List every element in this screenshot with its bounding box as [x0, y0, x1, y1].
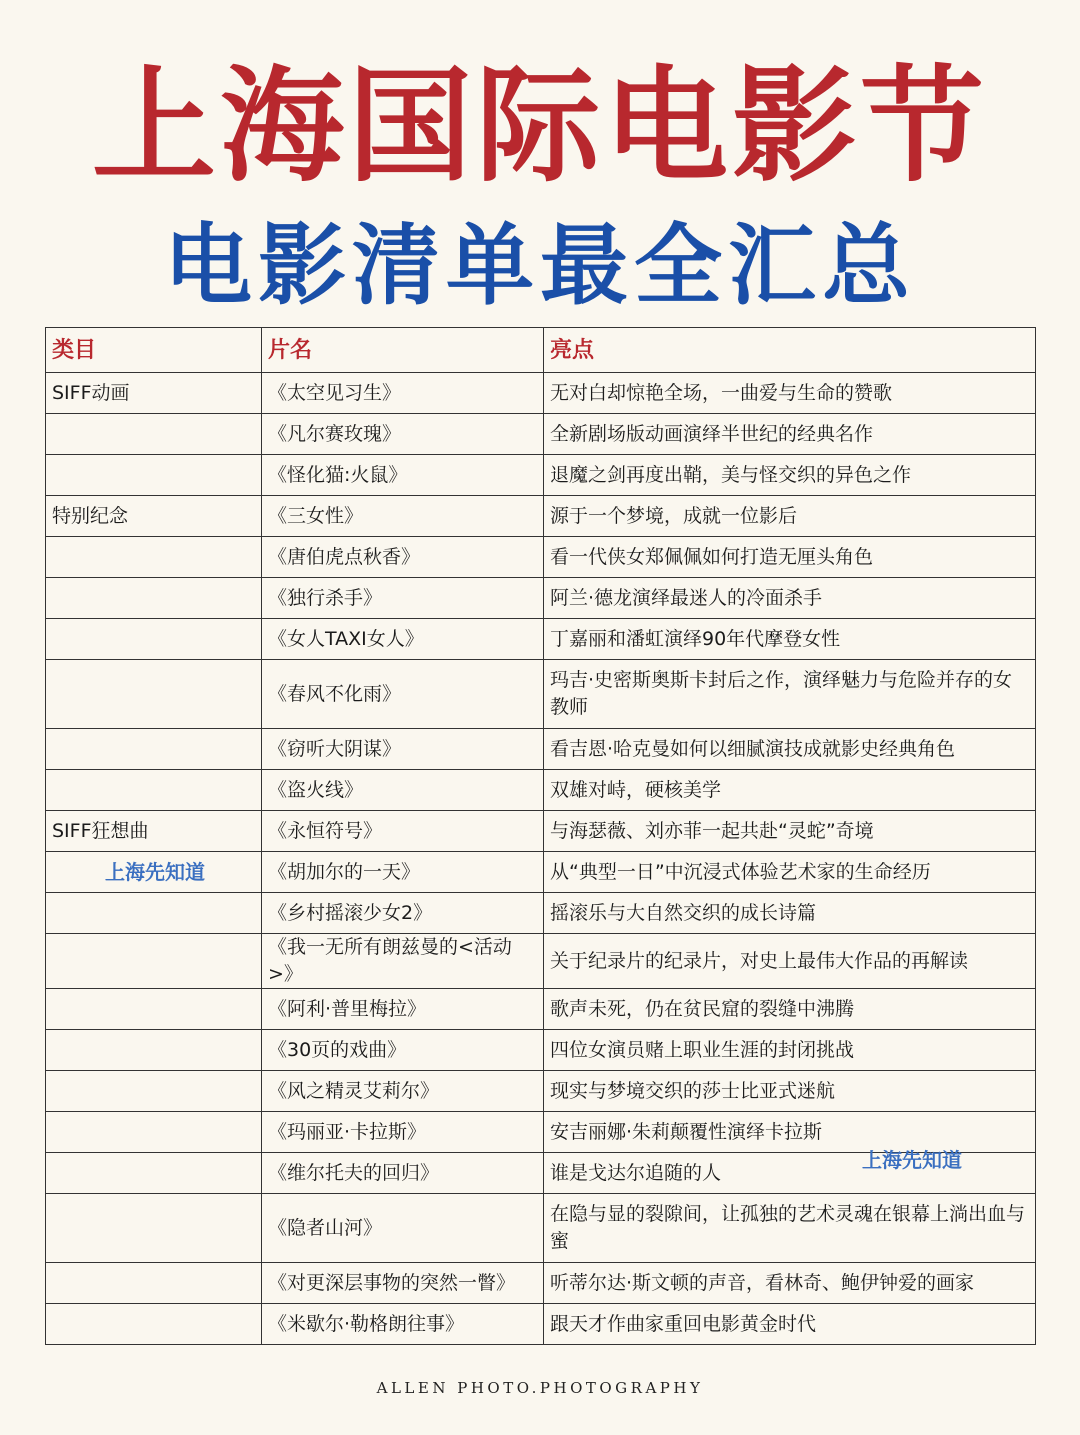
row-category [46, 729, 262, 770]
row-title: 《春风不化雨》 [262, 660, 544, 729]
row-title: 《玛丽亚·卡拉斯》 [262, 1112, 544, 1153]
page-title: 上海国际电影节 [91, 55, 988, 199]
row-category [46, 852, 262, 893]
table-row [46, 852, 1036, 893]
row-highlight: 关于纪录片的纪录片，对史上最伟大作品的再解读 [544, 934, 1036, 989]
row-category [46, 1153, 262, 1194]
row-highlight: 与海瑟薇、刘亦菲一起共赴“灵蛇”奇境 [544, 811, 1036, 852]
row-highlight: 退魔之剑再度出鞘，美与怪交织的异色之作 [544, 455, 1036, 496]
row-title: 《凡尔赛玫瑰》 [262, 414, 544, 455]
row-highlight: 摇滚乐与大自然交织的成长诗篇 [544, 893, 1036, 934]
row-title: 《怪化猫:火鼠》 [262, 455, 544, 496]
row-category [46, 1071, 262, 1112]
header-category: 类目 [46, 328, 262, 373]
row-category [46, 619, 262, 660]
row-title: 《太空见习生》 [262, 373, 544, 414]
row-highlight: 安吉丽娜·朱莉颠覆性演绎卡拉斯 [544, 1112, 1036, 1153]
row-category [46, 989, 262, 1030]
table-row [46, 373, 1036, 414]
row-highlight: 全新剧场版动画演绎半世纪的经典名作 [544, 414, 1036, 455]
row-category: 特别纪念 [46, 496, 262, 537]
row-title: 《米歇尔·勒格朗往事》 [262, 1304, 544, 1345]
row-highlight: 在隐与显的裂隙间，让孤独的艺术灵魂在银幕上淌出血与蜜 [544, 1194, 1036, 1263]
row-category [46, 414, 262, 455]
row-title: 《对更深层事物的突然一瞥》 [262, 1263, 544, 1304]
row-highlight: 无对白却惊艳全场，一曲爱与生命的赞歌 [544, 373, 1036, 414]
row-category [46, 893, 262, 934]
row-category [46, 1112, 262, 1153]
row-highlight: 从“典型一日”中沉浸式体验艺术家的生命经历 [544, 852, 1036, 893]
table-row [46, 893, 1036, 934]
row-title: 《独行杀手》 [262, 578, 544, 619]
row-highlight: 双雄对峙，硬核美学 [544, 770, 1036, 811]
row-title: 《女人TAXI女人》 [262, 619, 544, 660]
row-category [46, 537, 262, 578]
row-highlight: 源于一个梦境，成就一位影后 [544, 496, 1036, 537]
table-row [46, 1071, 1036, 1112]
table-row [46, 1030, 1036, 1071]
table-row [46, 1263, 1036, 1304]
row-title: 《30页的戏曲》 [262, 1030, 544, 1071]
row-category [46, 770, 262, 811]
row-highlight: 跟天才作曲家重回电影黄金时代 [544, 1304, 1036, 1345]
row-highlight: 谁是戈达尔追随的人 [544, 1153, 1036, 1194]
row-title: 《风之精灵艾莉尔》 [262, 1071, 544, 1112]
row-title: 《隐者山河》 [262, 1194, 544, 1263]
row-category [46, 1263, 262, 1304]
row-category [46, 1194, 262, 1263]
row-category: SIFF动画 [46, 373, 262, 414]
table-row [46, 934, 1036, 989]
row-title: 《唐伯虎点秋香》 [262, 537, 544, 578]
row-highlight: 看一代侠女郑佩佩如何打造无厘头角色 [544, 537, 1036, 578]
row-highlight: 玛吉·史密斯奥斯卡封后之作，演绎魅力与危险并存的女教师 [544, 660, 1036, 729]
row-title: 《盗火线》 [262, 770, 544, 811]
row-highlight: 四位女演员赌上职业生涯的封闭挑战 [544, 1030, 1036, 1071]
table-row [46, 811, 1036, 852]
table-row [46, 729, 1036, 770]
row-title: 《阿利·普里梅拉》 [262, 989, 544, 1030]
table-row [46, 414, 1036, 455]
row-highlight: 丁嘉丽和潘虹演绎90年代摩登女性 [544, 619, 1036, 660]
row-title: 《永恒符号》 [262, 811, 544, 852]
header-title: 片名 [262, 328, 544, 373]
header-highlight: 亮点 [544, 328, 1036, 373]
row-title: 《维尔托夫的回归》 [262, 1153, 544, 1194]
table-row [46, 989, 1036, 1030]
row-category [46, 1030, 262, 1071]
row-highlight: 阿兰·德龙演绎最迷人的冷面杀手 [544, 578, 1036, 619]
watermark-right: 上海先知道 [862, 1148, 962, 1172]
row-title: 《胡加尔的一天》 [262, 852, 544, 893]
row-category [46, 455, 262, 496]
row-highlight: 现实与梦境交织的莎士比亚式迷航 [544, 1071, 1036, 1112]
table-row [46, 619, 1036, 660]
row-category [46, 1304, 262, 1345]
row-title: 《我一无所有朗兹曼的<活动>》 [262, 934, 544, 989]
table-header-row [46, 328, 1036, 373]
table-row [46, 660, 1036, 729]
row-highlight: 歌声未死，仍在贫民窟的裂缝中沸腾 [544, 989, 1036, 1030]
row-category: SIFF狂想曲 [46, 811, 262, 852]
table-row [46, 770, 1036, 811]
row-title: 《乡村摇滚少女2》 [262, 893, 544, 934]
film-table [45, 327, 1036, 1345]
table-row [46, 1194, 1036, 1263]
watermark-left: 上海先知道 [105, 859, 205, 884]
row-title: 《窃听大阴谋》 [262, 729, 544, 770]
row-title: 《三女性》 [262, 496, 544, 537]
row-category [46, 578, 262, 619]
row-highlight: 看吉恩·哈克曼如何以细腻演技成就影史经典角色 [544, 729, 1036, 770]
row-category [46, 934, 262, 989]
table-row [46, 455, 1036, 496]
table-row [46, 1304, 1036, 1345]
row-highlight: 听蒂尔达·斯文顿的声音，看林奇、鲍伊钟爱的画家 [544, 1263, 1036, 1304]
table-row [46, 496, 1036, 537]
table-row [46, 537, 1036, 578]
row-category [46, 660, 262, 729]
footer-credit: ALLEN PHOTO.PHOTOGRAPHY [376, 1379, 704, 1397]
page-subtitle: 电影清单最全汇总 [163, 214, 916, 317]
table-row [46, 578, 1036, 619]
